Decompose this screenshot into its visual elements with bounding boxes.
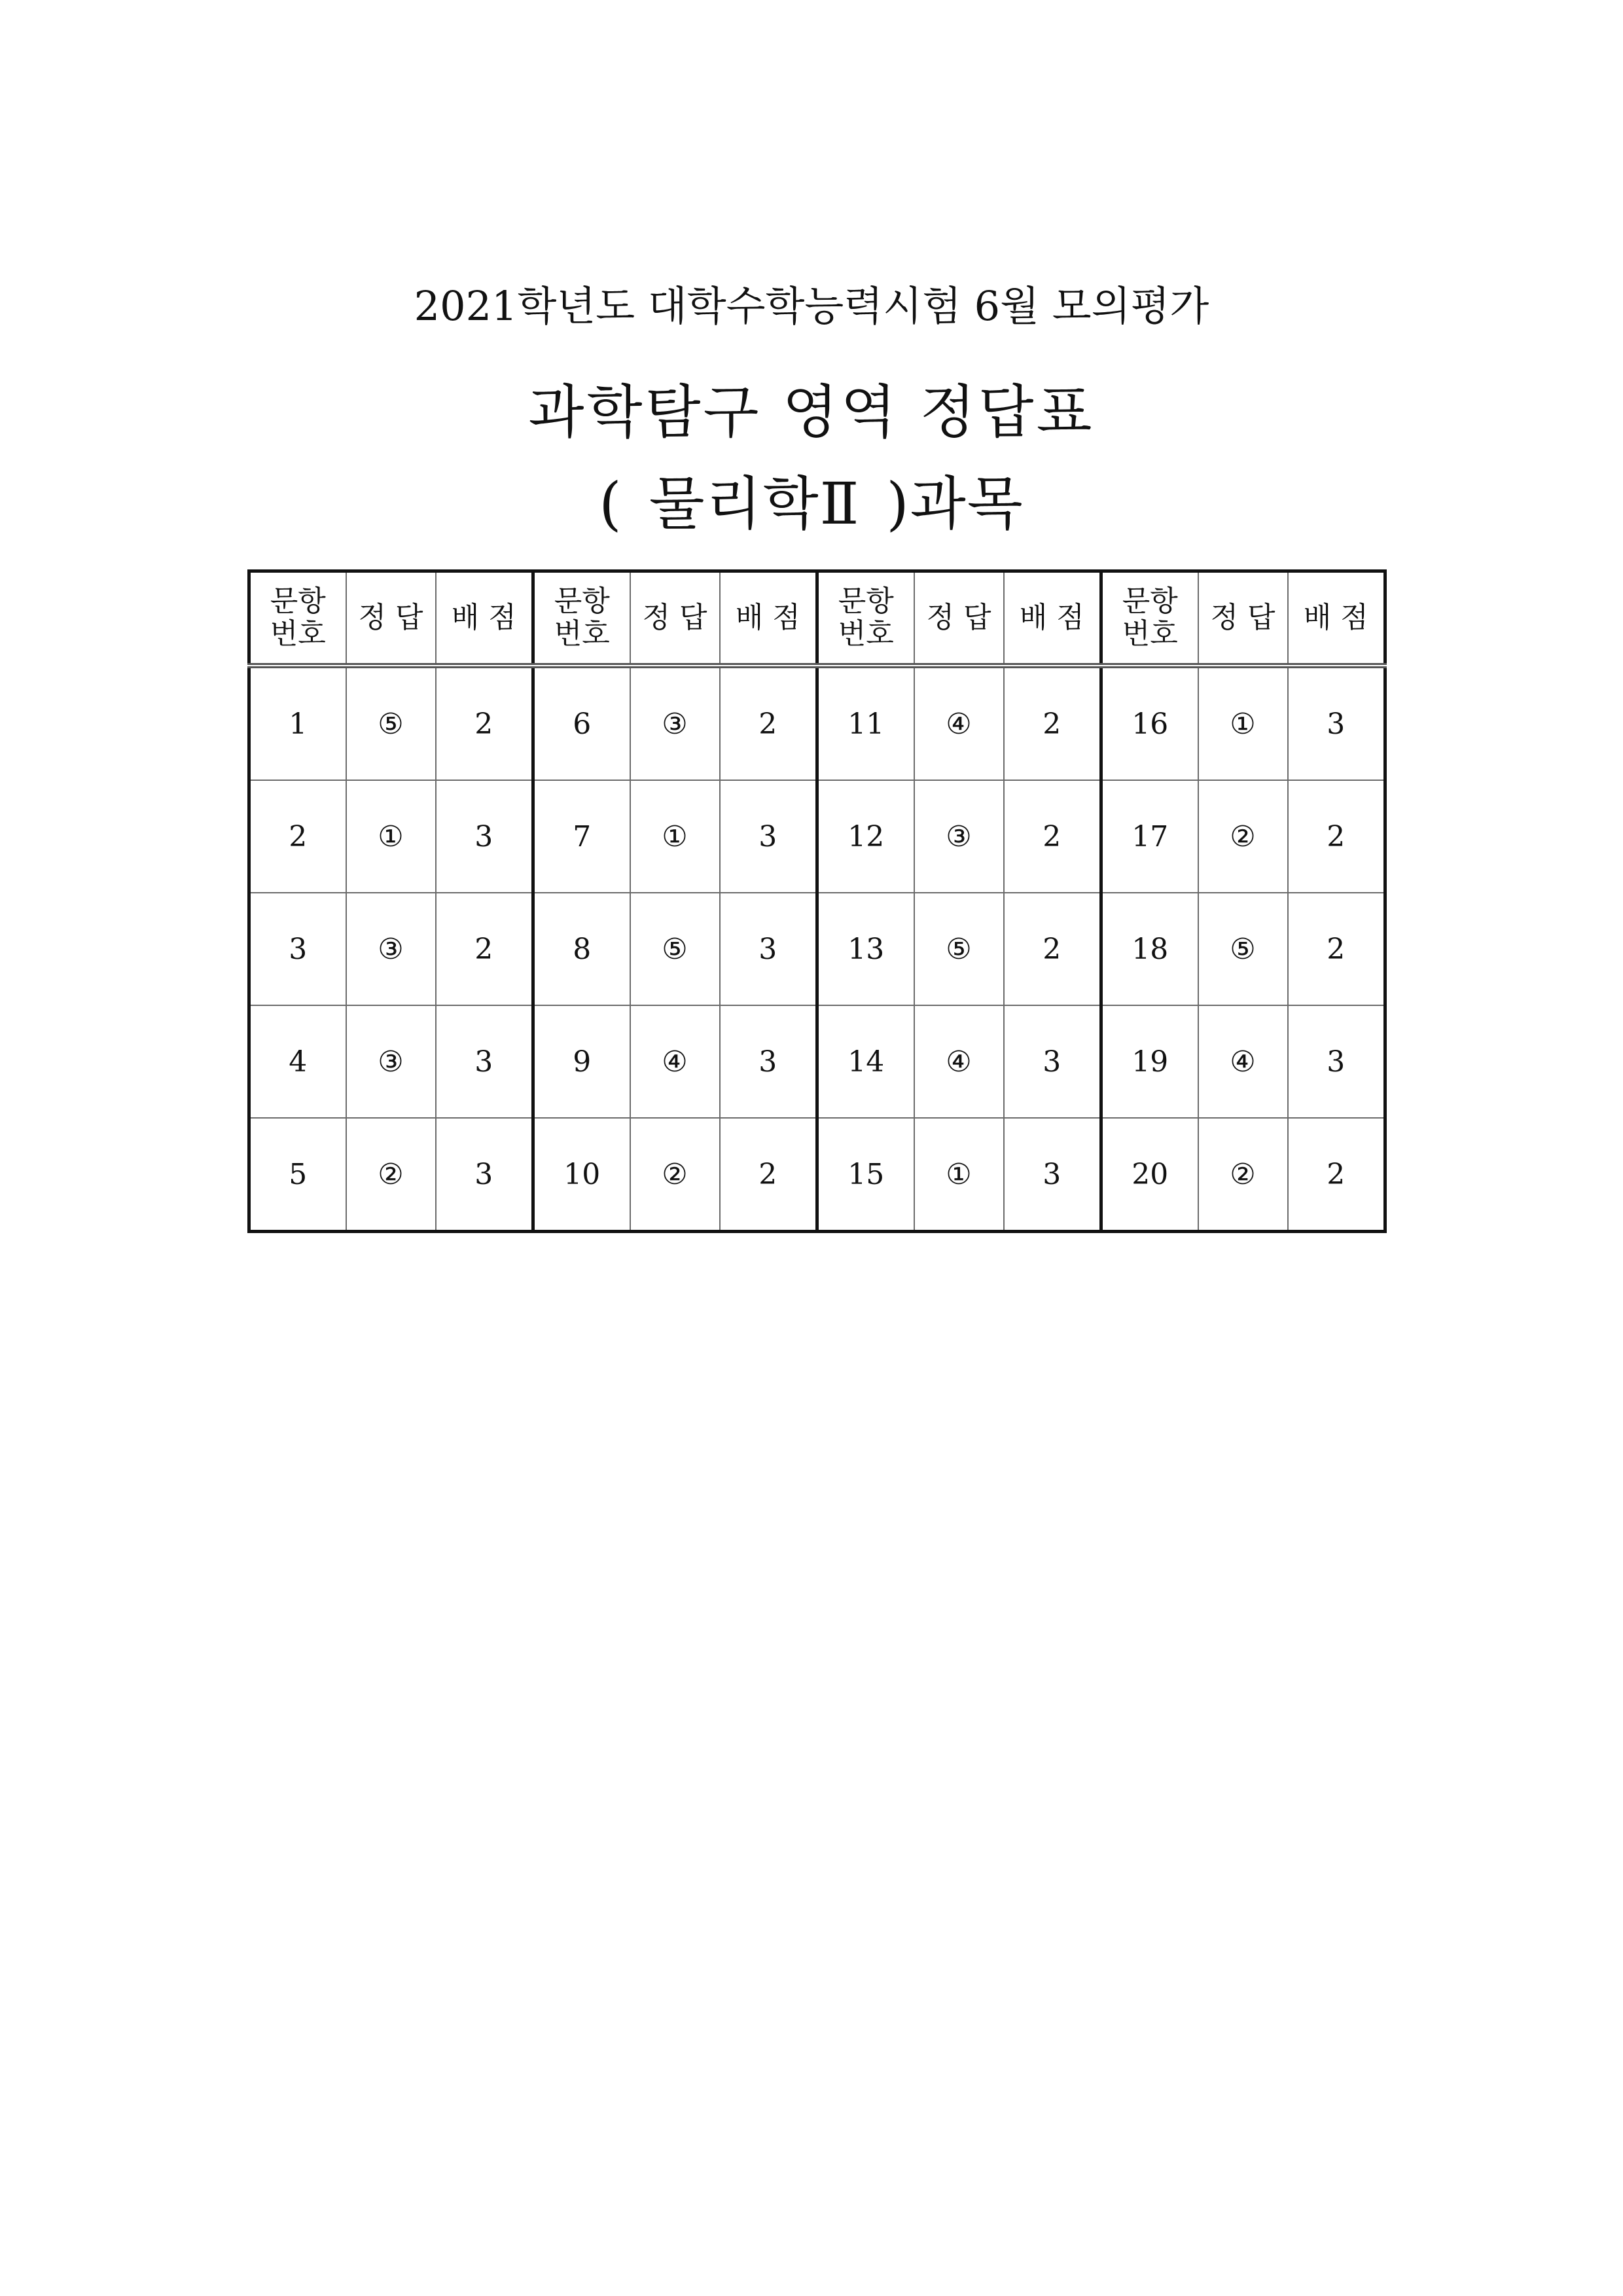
points-cell: 3 bbox=[1288, 666, 1385, 780]
table-row bbox=[249, 780, 1385, 893]
question-number: 20 bbox=[1101, 1118, 1198, 1232]
question-number: 9 bbox=[533, 1005, 630, 1118]
points-cell: 2 bbox=[1288, 780, 1385, 893]
points-cell: 3 bbox=[720, 780, 817, 893]
answer-cell: ⑤ bbox=[914, 893, 1004, 1005]
header-points: 배 점 bbox=[1288, 571, 1385, 666]
answer-sheet-title: 과학탐구 영역 정답표 bbox=[528, 378, 1095, 446]
question-number: 12 bbox=[817, 780, 914, 893]
answer-cell: ② bbox=[346, 1118, 436, 1232]
question-number: 13 bbox=[817, 893, 914, 1005]
subject-suffix: )과목 bbox=[886, 470, 1024, 537]
question-number: 17 bbox=[1101, 780, 1198, 893]
subject-open-paren: ( bbox=[599, 470, 623, 537]
question-number: 4 bbox=[249, 1005, 346, 1118]
answer-cell: ① bbox=[914, 1118, 1004, 1232]
points-cell: 2 bbox=[1004, 893, 1101, 1005]
table-row bbox=[249, 666, 1385, 780]
table-header-row bbox=[249, 571, 1385, 666]
points-cell: 2 bbox=[436, 893, 533, 1005]
subject-title bbox=[0, 458, 1623, 541]
points-cell: 2 bbox=[1288, 1118, 1385, 1232]
header-points: 배 점 bbox=[436, 571, 533, 666]
answer-cell: ② bbox=[1198, 780, 1288, 893]
table-row bbox=[249, 1118, 1385, 1232]
question-number: 2 bbox=[249, 780, 346, 893]
answer-cell: ⑤ bbox=[346, 666, 436, 780]
points-cell: 3 bbox=[436, 1005, 533, 1118]
question-number: 1 bbox=[249, 666, 346, 780]
answer-cell: ③ bbox=[630, 666, 720, 780]
header-question-number: 문항 번호 bbox=[1101, 571, 1198, 666]
question-number: 8 bbox=[533, 893, 630, 1005]
answer-cell: ③ bbox=[346, 893, 436, 1005]
question-number: 3 bbox=[249, 893, 346, 1005]
points-cell: 2 bbox=[720, 666, 817, 780]
answer-cell: ② bbox=[1198, 1118, 1288, 1232]
answer-cell: ⑤ bbox=[1198, 893, 1288, 1005]
question-number: 7 bbox=[533, 780, 630, 893]
answer-cell: ① bbox=[1198, 666, 1288, 780]
points-cell: 3 bbox=[720, 893, 817, 1005]
points-cell: 3 bbox=[1004, 1005, 1101, 1118]
points-cell: 2 bbox=[1288, 893, 1385, 1005]
question-number: 18 bbox=[1101, 893, 1198, 1005]
points-cell: 3 bbox=[436, 780, 533, 893]
subject-name: 물리학Ⅱ bbox=[649, 470, 861, 537]
question-number: 11 bbox=[817, 666, 914, 780]
points-cell: 2 bbox=[1004, 666, 1101, 780]
header-points: 배 점 bbox=[1004, 571, 1101, 666]
answer-cell: ④ bbox=[914, 1005, 1004, 1118]
table-row bbox=[249, 1005, 1385, 1118]
exam-title: 2021학년도 대학수학능력시험 6월 모의평가 bbox=[414, 282, 1209, 330]
answer-cell: ① bbox=[346, 780, 436, 893]
question-number: 5 bbox=[249, 1118, 346, 1232]
points-cell: 3 bbox=[1004, 1118, 1101, 1232]
points-cell: 3 bbox=[1288, 1005, 1385, 1118]
points-cell: 2 bbox=[1004, 780, 1101, 893]
answer-cell: ① bbox=[630, 780, 720, 893]
answer-table bbox=[247, 569, 1387, 1233]
points-cell: 2 bbox=[720, 1118, 817, 1232]
header-question-number: 문항 번호 bbox=[533, 571, 630, 666]
points-cell: 2 bbox=[436, 666, 533, 780]
question-number: 19 bbox=[1101, 1005, 1198, 1118]
question-number: 14 bbox=[817, 1005, 914, 1118]
header-question-number: 문항 번호 bbox=[249, 571, 346, 666]
answer-cell: ④ bbox=[1198, 1005, 1288, 1118]
points-cell: 3 bbox=[720, 1005, 817, 1118]
answer-cell: ③ bbox=[914, 780, 1004, 893]
header-question-number: 문항 번호 bbox=[817, 571, 914, 666]
answer-cell: ② bbox=[630, 1118, 720, 1232]
answer-cell: ⑤ bbox=[630, 893, 720, 1005]
header-points: 배 점 bbox=[720, 571, 817, 666]
answer-cell: ③ bbox=[346, 1005, 436, 1118]
points-cell: 3 bbox=[436, 1118, 533, 1232]
header-answer: 정 답 bbox=[630, 571, 720, 666]
header-answer: 정 답 bbox=[914, 571, 1004, 666]
question-number: 15 bbox=[817, 1118, 914, 1232]
answer-cell: ④ bbox=[630, 1005, 720, 1118]
header-answer: 정 답 bbox=[1198, 571, 1288, 666]
question-number: 10 bbox=[533, 1118, 630, 1232]
answer-cell: ④ bbox=[914, 666, 1004, 780]
question-number: 16 bbox=[1101, 666, 1198, 780]
header-answer: 정 답 bbox=[346, 571, 436, 666]
table-row bbox=[249, 893, 1385, 1005]
question-number: 6 bbox=[533, 666, 630, 780]
